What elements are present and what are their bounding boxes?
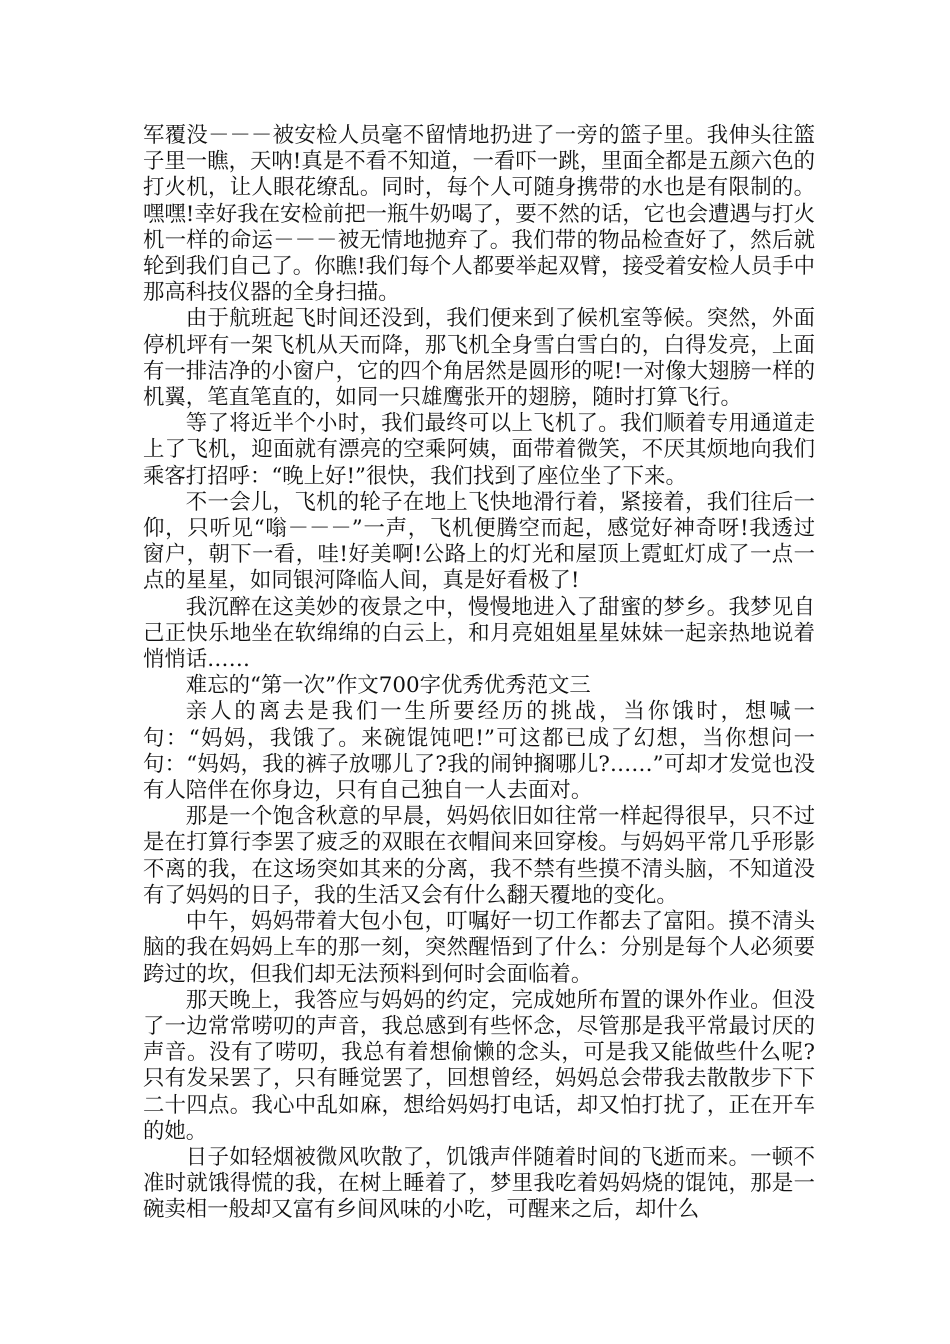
paragraph: 亲人的离去是我们一生所要经历的挑战，当你饿时，想喊一句：“妈妈，我饿了。来碗馄饨吧!”可这都已成了幻想，当你想问一句：“妈妈，我的裤子放哪儿了?我的闹钟搁哪儿?……”可却才发觉也没有人陪伴在你身边，只有自己独自一人去面对。 xyxy=(143,699,815,804)
paragraph: 中午，妈妈带着大包小包，叮嘱好一切工作都去了富阳。摸不清头脑的我在妈妈上车的那一刻，突然醒悟到了什么：分别是每个人必须要跨过的坎，但我们却无法预料到何时会面临着。 xyxy=(143,909,815,987)
paragraph: 我沉醉在这美妙的夜景之中，慢慢地进入了甜蜜的梦乡。我梦见自己正快乐地坐在软绵绵的白云上，和月亮姐姐星星妹妹一起亲热地说着悄悄话…… xyxy=(143,594,815,673)
paragraph: 不一会儿，飞机的轮子在地上飞快地滑行着，紧接着，我们往后一仰，只听见“嗡－－－”一声，飞机便腾空而起，感觉好神奇呀!我透过窗户，朝下一看，哇!好美啊!公路上的灯光和屋顶上霓虹灯成了一点一点的星星，如同银河降临人间，真是好看极了! xyxy=(143,489,815,594)
paragraph: 那是一个饱含秋意的早晨，妈妈依旧如往常一样起得很早，只不过是在打算行李罢了疲乏的双眼在衣帽间来回穿梭。与妈妈平常几乎形影不离的我，在这场突如其来的分离，我不禁有些摸不清头脑，不知道没有了妈妈的日子，我的生活又会有什么翻天覆地的变化。 xyxy=(143,804,815,908)
body-text xyxy=(143,123,815,1224)
paragraph: 由于航班起飞时间还没到，我们便来到了候机室等候。突然，外面停机坪有一架飞机从天而降，那飞机全身雪白雪白的，白得发亮，上面有一排洁净的小窗户，它的四个角居然是圆形的呢!一对像大翅膀一样的机翼，笔直笔直的，如同一只雄鹰张开的翅膀，随时打算飞行。 xyxy=(143,306,815,411)
paragraph: 日子如轻烟被微风吹散了，饥饿声伴随着时间的飞逝而来。一顿不准时就饿得慌的我，在树上睡着了，梦里我吃着妈妈烧的馄饨，那是一碗卖相一般却又富有乡间风味的小吃，可醒来之后，却什么 xyxy=(143,1144,815,1223)
paragraph: 那天晚上，我答应与妈妈的约定，完成她所布置的课外作业。但没了一边常常唠叨的声音，我总感到有些怀念，尽管那是我平常最讨厌的声音。没有了唠叨，我总有着想偷懒的念头，可是我又能做些什么呢?只有发呆罢了，只有睡觉罢了，回想曾经，妈妈总会带我去散散步下下二十四点。我心中乱如麻，想给妈妈打电话，却又怕打扰了，正在开车的她。 xyxy=(143,987,815,1144)
paragraph: 军覆没－－－被安检人员毫不留情地扔进了一旁的篮子里。我伸头往篮子里一瞧，天呐!真是不看不知道，一看吓一跳，里面全都是五颜六色的打火机，让人眼花缭乱。同时，每个人可随身携带的水也是有限制的。嘿嘿!幸好我在安检前把一瓶牛奶喝了，要不然的话，它也会遭遇与打火机一样的命运－－－被无情地抛弃了。我们带的物品检查好了，然后就轮到我们自己了。你瞧!我们每个人都要举起双臂，接受着安检人员手中那高科技仪器的全身扫描。 xyxy=(143,123,815,306)
paragraph: 等了将近半个小时，我们最终可以上飞机了。我们顺着专用通道走上了飞机，迎面就有漂亮的空乘阿姨，面带着微笑，不厌其烦地向我们乘客打招呼：“晚上好!”很快，我们找到了座位坐了下来。 xyxy=(143,411,815,489)
section-heading: 难忘的“第一次”作文700字优秀优秀范文三 xyxy=(185,673,591,699)
